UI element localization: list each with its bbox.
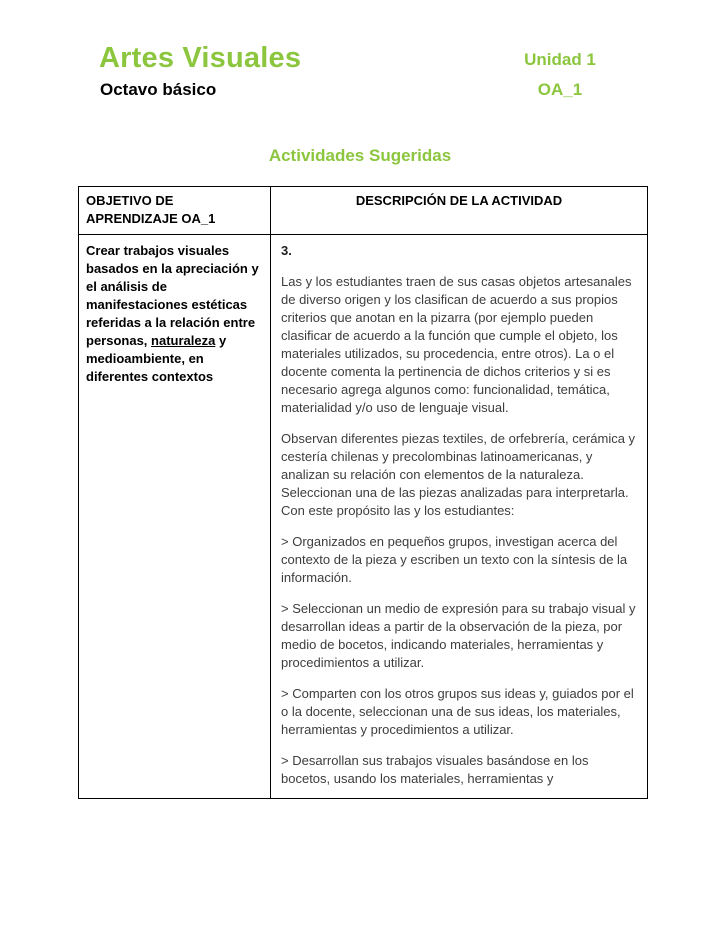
unit-label: Unidad 1 [524, 50, 596, 69]
activity-paragraphs [281, 273, 637, 788]
objective-text-after: y medioambiente, en diferentes contextos [86, 332, 227, 384]
section-title: Actividades Sugeridas [268, 146, 452, 165]
description-column-header: DESCRIPCIÓN DE LA ACTIVIDAD [271, 187, 648, 235]
activity-paragraph: > Organizados en pequeños grupos, investigan acerca del contexto de la pieza y escriben un texto con la síntesis de la información. [281, 534, 628, 586]
activity-paragraph: Observan diferentes piezas textiles, de orfebrería, cerámica y cestería chilenas y precolombinas latinoamericanas, y analizan su relación con elementos de la naturaleza. Seleccionan una de las piezas analizadas para interpretarla. Con este propósito las y los estudiantes: [281, 431, 636, 519]
objective-column-header: OBJETIVO DE APRENDIZAJE OA_1 [79, 187, 271, 235]
activity-number: 3. [281, 243, 292, 259]
doc-subtitle: Octavo básico [100, 80, 217, 99]
header-unit-block [510, 50, 610, 100]
oa-label: OA_1 [537, 80, 583, 99]
activity-paragraph: Las y los estudiantes traen de sus casas objetos artesanales de diverso origen y los clasifican de acuerdo a sus propios criterios que anotan en la pizarra (por ejemplo pueden clasificar de acuerdo a la función que cumple el objeto, los materiales utilizados, su procedencia, entre otros). La o el docente comenta la pertinencia de dichos criterios y si es necesario agrega algunos como: funcionalidad, temática, materialidad y/o uso de lenguaje visual. [281, 274, 632, 416]
objective-text-before: Crear trabajos visuales basados en la apreciación y el análisis de manifestaciones estéticas referidas a la relación entre personas, [86, 243, 259, 348]
activity-cell [271, 235, 648, 799]
doc-title: Artes Visuales [99, 42, 302, 74]
activity-paragraph: > Desarrollan sus trabajos visuales basándose en los bocetos, usando los materiales, herramientas y [281, 753, 589, 787]
activity-paragraph: > Seleccionan un medio de expresión para su trabajo visual y desarrollan ideas a partir de la observación de la pieza, por medio de bocetos, indicando materiales, herramientas y procedimientos a utilizar. [281, 601, 636, 671]
objective-underlined-word: naturaleza [151, 332, 216, 348]
table-body-row [79, 235, 648, 799]
table-header-row [79, 187, 648, 235]
activities-table [78, 186, 648, 799]
objective-cell [79, 235, 271, 799]
activity-paragraph: > Comparten con los otros grupos sus ideas y, guiados por el o la docente, seleccionan una de sus ideas, los materiales, herramientas y procedimientos a utilizar. [281, 686, 634, 738]
